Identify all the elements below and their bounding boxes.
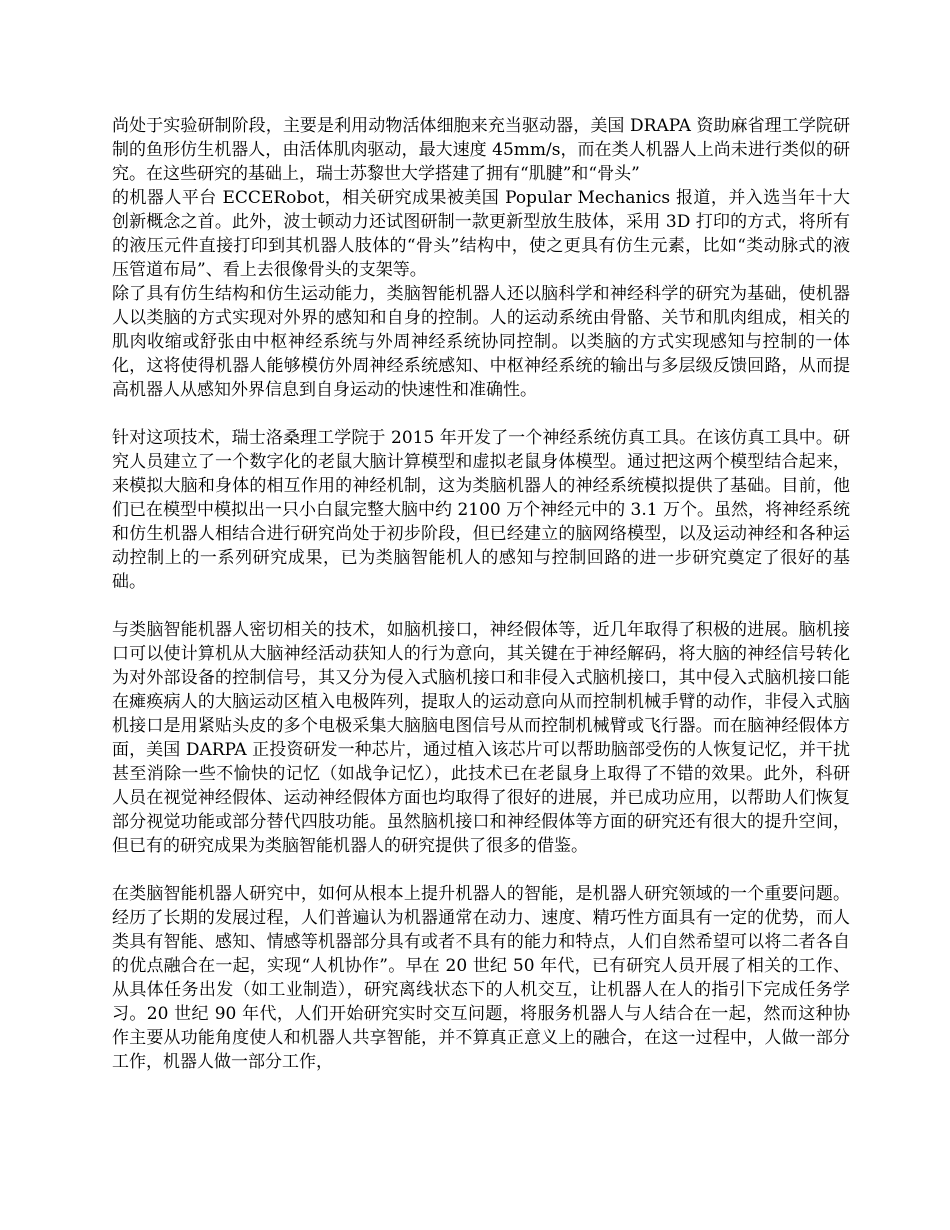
paragraph-eccerobot: 的机器人平台 ECCERobot，相关研究成果被美国 Popular Mechanics 报道，并入选当年十大创新概念之首。此外，波士顿动力还试图研制一款更新型放生肢体，采用 3D 打印的方式，将所有的液压元件直接打印到其机器人肢体的“骨头”结构中，使之更具有仿生元素，比如“类动脉式的液压管道布局”、看上去很像骨头的支架等。 [112,188,850,280]
paragraph-bionic-drive: 尚处于实验研制阶段，主要是利用动物活体细胞来充当驱动器，美国 DRAPA 资助麻省理工学院研制的鱼形仿生机器人，由活体肌肉驱动，最大速度 45mm/s，而在类人机器人上尚未进行类似的研究。在这些研究的基础上，瑞士苏黎世大学搭建了拥有“肌腱”和“骨头” [112,116,850,184]
paragraph-epfl-simulation: 针对这项技术，瑞士洛桑理工学院于 2015 年开发了一个神经系统仿真工具。在该仿真工具中。研究人员建立了一个数字化的老鼠大脑计算模型和虚拟老鼠身体模型。通过把这两个模型结合起来，来模拟大脑和身体的相互作用的神经机制，这为类脑机器人的神经系统模拟提供了基础。目前，他们已在模型中模拟出一只小白鼠完整大脑中约 2100 万个神经元中的 3.1 万个。虽然，将神经系统和仿生机器人相结合进行研究尚处于初步阶段，但已经建立的脑网络模型，以及运动神经和各种运动控制上的一系列研究成果，已为类脑智能机人的感知与控制回路的进一步研究奠定了很好的基础。 [112,428,850,592]
document-body [112,114,850,1074]
paragraph-brain-perception-control: 除了具有仿生结构和仿生运动能力，类脑智能机器人还以脑科学和神经科学的研究为基础，使机器人以类脑的方式实现对外界的感知和自身的控制。人的运动系统由骨骼、关节和肌肉组成，相关的肌肉收缩或舒张由中枢神经系统与外周神经系统协同控制。以类脑的方式实现感知与控制的一体化，这将使得机器人能够模仿外周神经系统感知、中枢神经系统的输出与多层级反馈回路，从而提高机器人从感知外界信息到自身运动的快速性和准确性。 [112,284,850,400]
paragraph-bci-neuroprosthetics: 与类脑智能机器人密切相关的技术，如脑机接口，神经假体等，近几年取得了积极的进展。脑机接口可以使计算机从大脑神经活动获知人的行为意向，其关键在于神经解码，将大脑的神经信号转化为对外部设备的控制信号，其又分为侵入式脑机接口和非侵入式脑机接口，其中侵入式脑机接口能在瘫痪病人的大脑运动区植入电极阵列，提取人的运动意向从而控制机械手臂的动作，非侵入式脑机接口是用紧贴头皮的多个电极采集大脑脑电图信号从而控制机械臂或飞行器。而在脑神经假体方面，美国 DARPA 正投资研发一种芯片，通过植入该芯片可以帮助脑部受伤的人恢复记忆，并干扰甚至消除一些不愉快的记忆（如战争记忆），此技术已在老鼠身上取得了不错的效果。此外，科研人员在视觉神经假体、运动神经假体方面也均取得了很好的进展，并已成功应用，以帮助人们恢复部分视觉功能或部分替代四肢功能。虽然脑机接口和神经假体等方面的研究还有很大的提升空间，但已有的研究成果为类脑智能机器人的研究提供了很多的借鉴。 [112,620,850,856]
paragraph-human-robot-collaboration: 在类脑智能机器人研究中，如何从根本上提升机器人的智能，是机器人研究领域的一个重要问题。经历了长期的发展过程，人们普遍认为机器通常在动力、速度、精巧性方面具有一定的优势，而人类具有智能、感知、情感等机器部分具有或者不具有的能力和特点，人们自然希望可以将二者各自的优点融合在一起，实现“人机协作”。早在 20 世纪 50 年代，已有研究人员开展了相关的工作、从具体任务出发（如工业制造），研究离线状态下的人机交互，让机器人在人的指引下完成任务学习。20 世纪 90 年代，人们开始研究实时交互问题，将服务机器人与人结合在一起，然而这种协作主要从功能角度使人和机器人共享智能，并不算真正意义上的融合，在这一过程中，人做一部分工作，机器人做一部分工作， [112,884,850,1072]
